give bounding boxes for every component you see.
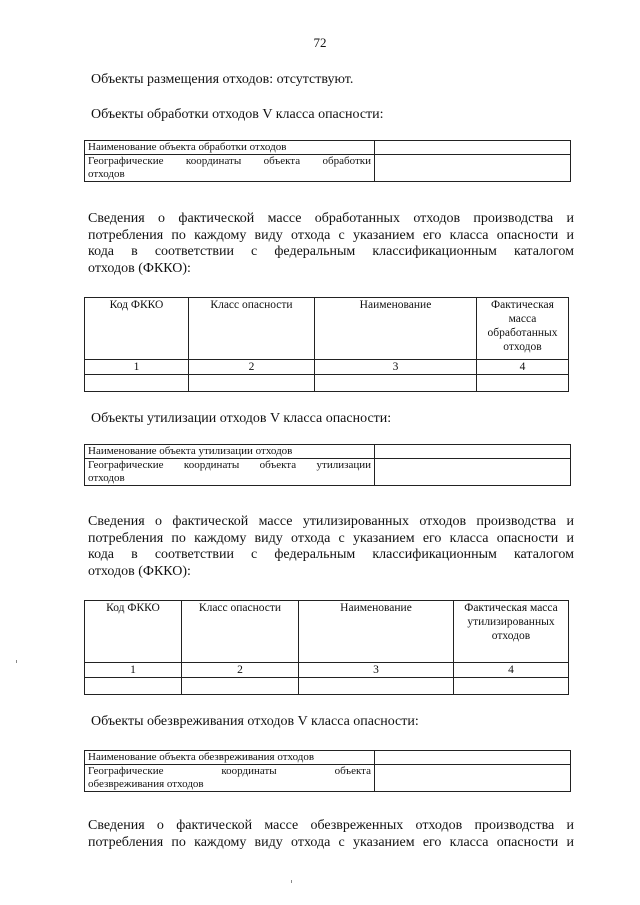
table-cell (477, 375, 569, 392)
processing-mass-table (84, 297, 569, 392)
column-header: Код ФККО (85, 601, 182, 663)
table-label: Географические координаты объекта обезвреживания отходов (85, 765, 375, 792)
table-value-cell (375, 445, 571, 459)
utilization-objects-heading: Объекты утилизации отходов V класса опасности: (91, 411, 392, 426)
table-cell (299, 678, 454, 695)
utilization-mass-paragraph: Сведения о фактической массе утилизированных отходов производства и потребления по каждому виду отхода с указанием его класса опасности и кода в соответствии с федеральным классификационным каталогом отходов (ФККО): (88, 514, 574, 580)
column-header: Фактическая масса обработанных отходов (477, 298, 569, 360)
column-header: Класс опасности (182, 601, 299, 663)
column-number: 2 (182, 663, 299, 678)
table-cell (315, 375, 477, 392)
column-number: 3 (315, 360, 477, 375)
column-number: 4 (454, 663, 569, 678)
table-label: Географические координаты объекта утилизации отходов (85, 459, 375, 486)
table-value-cell (375, 765, 571, 792)
table-cell (85, 375, 189, 392)
utilization-objects-table (84, 444, 571, 486)
processing-mass-paragraph: Сведения о фактической массе обработанных отходов производства и потребления по каждому виду отхода с указанием его класса опасности и кода в соответствии с федеральным классификационным каталогом отходов (ФККО): (88, 211, 574, 277)
scan-speck (291, 880, 292, 883)
table-label: Наименование объекта утилизации отходов (85, 445, 375, 459)
column-header: Наименование (299, 601, 454, 663)
table-cell (189, 375, 315, 392)
table-cell (182, 678, 299, 695)
table-value-cell (375, 459, 571, 486)
neutralization-objects-heading: Объекты обезвреживания отходов V класса опасности: (91, 714, 419, 729)
table-value-cell (375, 751, 571, 765)
column-number: 1 (85, 360, 189, 375)
processing-objects-table (84, 140, 571, 182)
column-header: Класс опасности (189, 298, 315, 360)
table-value-cell (375, 155, 571, 182)
neutralization-objects-table (84, 750, 571, 792)
column-number: 2 (189, 360, 315, 375)
table-label: Наименование объекта обработки отходов (85, 141, 375, 155)
table-label: Географические координаты объекта обработки отходов (85, 155, 375, 182)
neutralization-mass-paragraph: Сведения о фактической массе обезвреженных отходов производства и потребления по каждому виду отхода с указанием его класса опасности и (88, 818, 574, 850)
table-cell (85, 678, 182, 695)
column-number: 4 (477, 360, 569, 375)
waste-placement-line: Объекты размещения отходов: отсутствуют. (91, 72, 354, 87)
column-number: 3 (299, 663, 454, 678)
processing-objects-heading: Объекты обработки отходов V класса опасности: (91, 107, 384, 122)
column-number: 1 (85, 663, 182, 678)
table-label: Наименование объекта обезвреживания отходов (85, 751, 375, 765)
utilization-mass-table (84, 600, 569, 695)
column-header: Код ФККО (85, 298, 189, 360)
table-value-cell (375, 141, 571, 155)
column-header: Наименование (315, 298, 477, 360)
page-number: 72 (313, 35, 327, 50)
column-header: Фактическая масса утилизированных отходов (454, 601, 569, 663)
scan-speck (16, 660, 17, 663)
table-cell (454, 678, 569, 695)
